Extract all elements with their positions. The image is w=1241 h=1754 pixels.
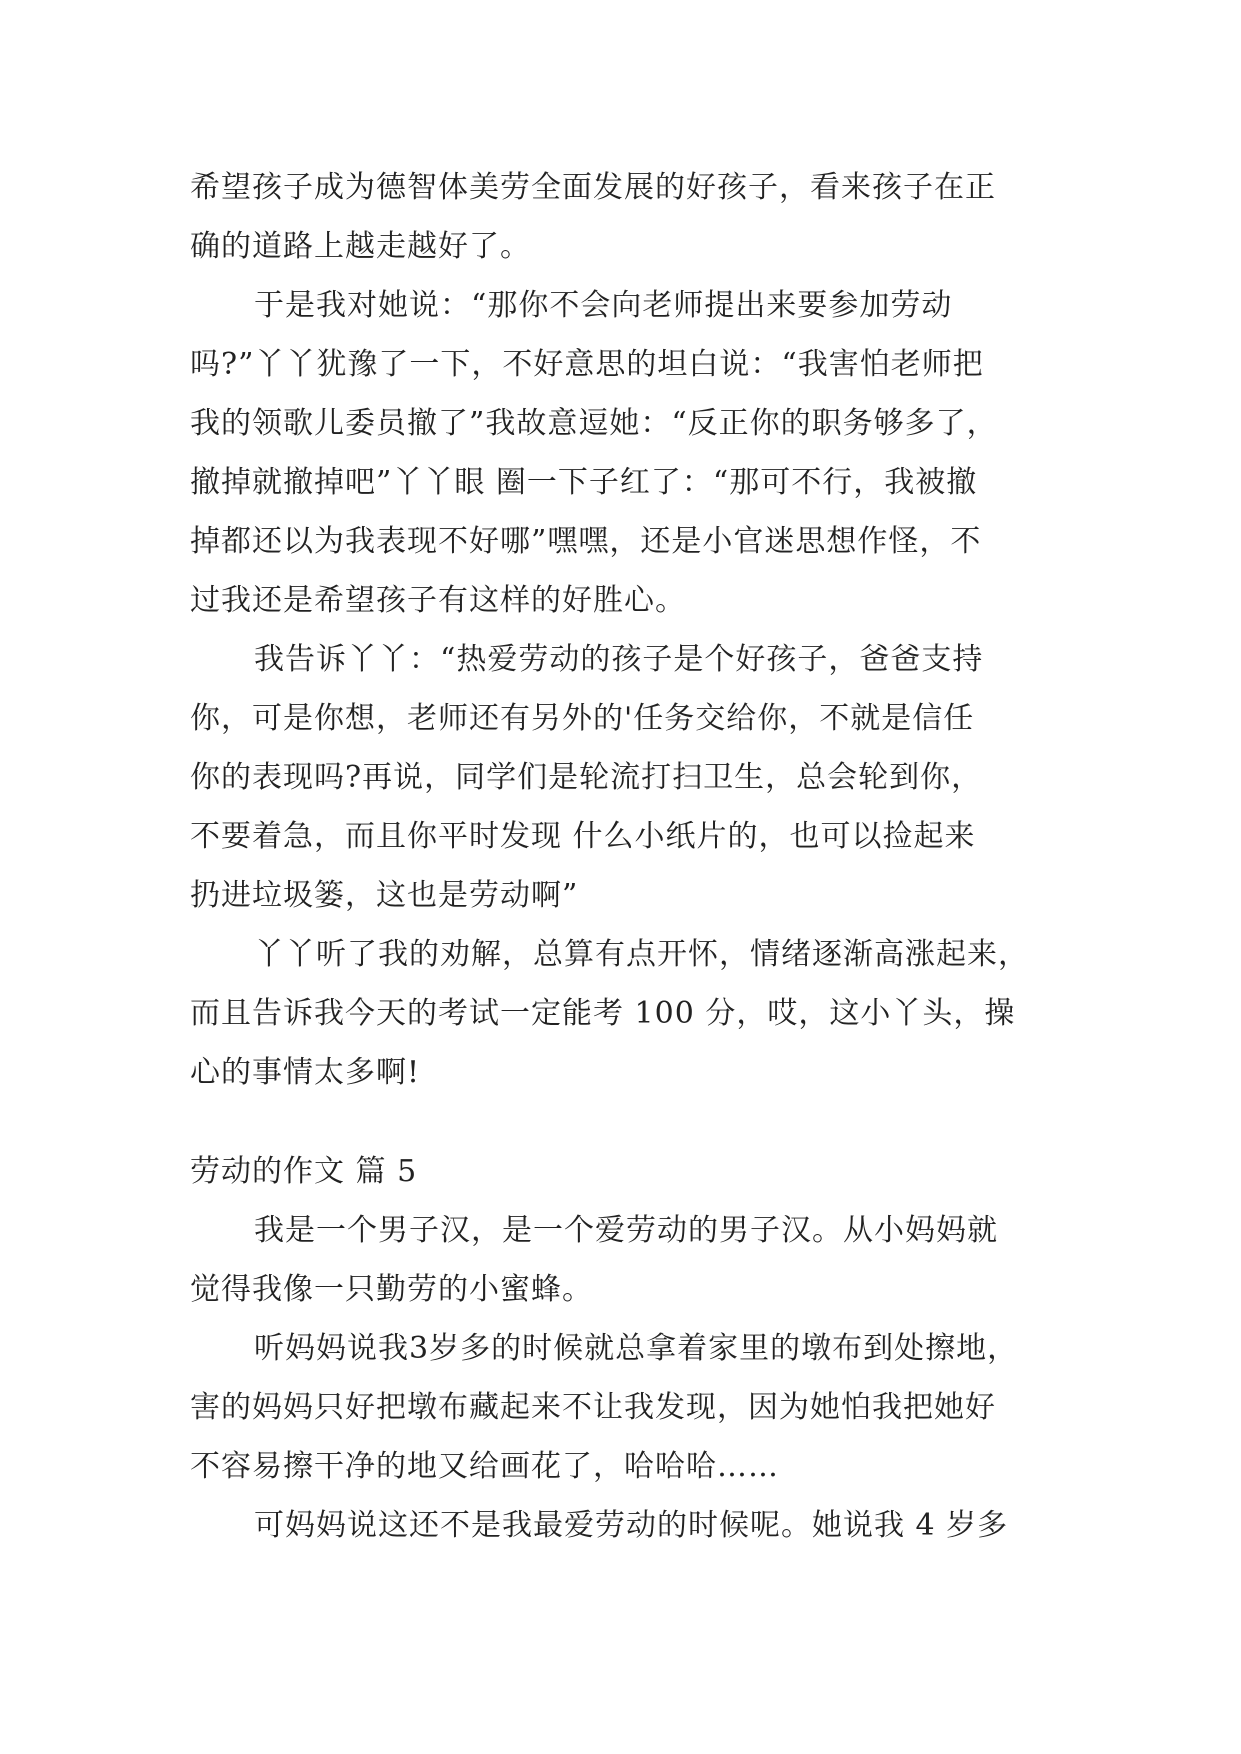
paragraph-line: 可妈妈说这还不是我最爱劳动的时候呢。她说我 4 岁多: [254, 1508, 1009, 1543]
paragraph-line: 而且告诉我今天的考试一定能考 100 分，哎，这小丫头，操: [190, 996, 1016, 1031]
paragraph-line: 听妈妈说我3岁多的时候就总拿着家里的墩布到处擦地，: [254, 1331, 1019, 1366]
paragraph-line: 希望孩子成为德智体美劳全面发展的好孩子，看来孩子在正: [190, 170, 996, 205]
paragraph-line: 我的领歌儿委员撤了”我故意逗她：“反正你的职务够多了，: [190, 406, 998, 441]
paragraph-line: 扔进垃圾篓，这也是劳动啊”: [190, 878, 579, 913]
section-heading: 劳动的作文 篇 5: [190, 1154, 418, 1189]
paragraph-line: 不容易擦干净的地又给画花了，哈哈哈……: [190, 1449, 779, 1484]
paragraph-line: 掉都还以为我表现不好哪”嘿嘿，还是小官迷思想作怪，不: [190, 524, 982, 559]
paragraph-line: 我告诉丫丫：“热爱劳动的孩子是个好孩子，爸爸支持: [254, 642, 984, 677]
paragraph-line: 心的事情太多啊!: [190, 1055, 421, 1090]
paragraph-line: 你的表现吗?再说，同学们是轮流打扫卫生，总会轮到你，: [190, 760, 983, 795]
paragraph-line: 你，可是你想，老师还有另外的'任务交给你，不就是信任: [190, 701, 975, 736]
paragraph-line: 我是一个男子汉，是一个爱劳动的男子汉。从小妈妈就: [254, 1213, 998, 1248]
paragraph-line: 撤掉就撤掉吧”丫丫眼 圈一下子红了：“那可不行，我被撤: [190, 465, 978, 500]
paragraph-line: 吗?”丫丫犹豫了一下，不好意思的坦白说：“我害怕老师把: [190, 347, 984, 382]
paragraph-line: 觉得我像一只勤劳的小蜜蜂。: [190, 1272, 593, 1307]
paragraph-line: 确的道路上越走越好了。: [190, 229, 531, 264]
paragraph-line: 丫丫听了我的劝解，总算有点开怀，情绪逐渐高涨起来，: [254, 937, 1029, 972]
paragraph-line: 于是我对她说：“那你不会向老师提出来要参加劳动: [254, 288, 953, 323]
paragraph-line: 过我还是希望孩子有这样的好胜心。: [190, 583, 686, 618]
paragraph-line: 不要着急，而且你平时发现 什么小纸片的，也可以捡起来: [190, 819, 976, 854]
paragraph-line: 害的妈妈只好把墩布藏起来不让我发现，因为她怕我把她好: [190, 1390, 996, 1425]
